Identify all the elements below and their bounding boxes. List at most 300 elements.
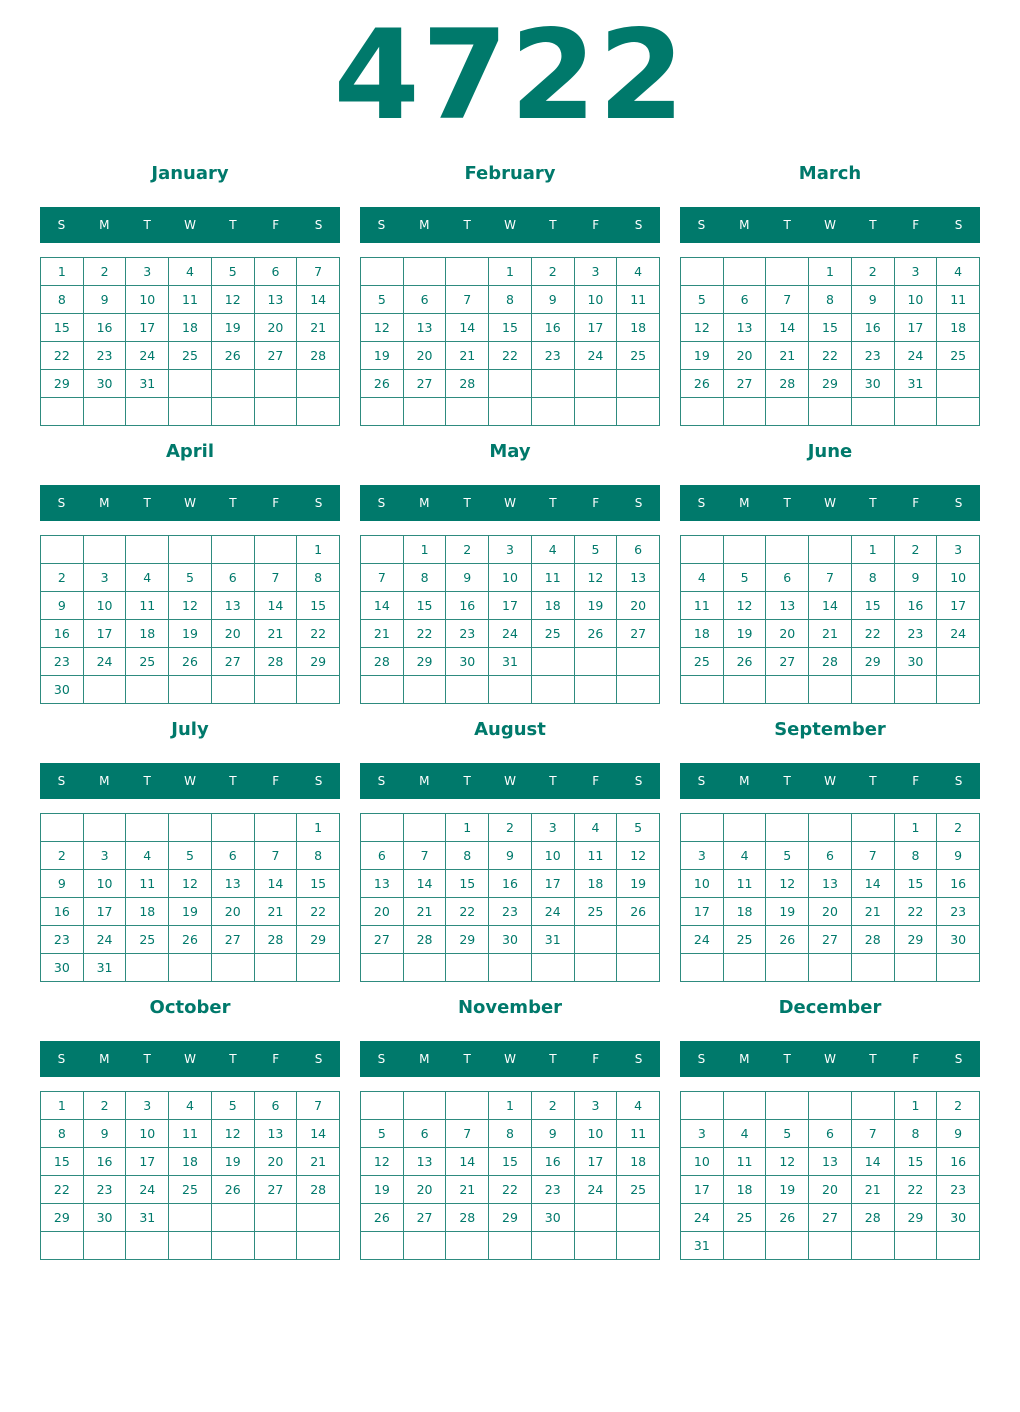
day-cell: 17 xyxy=(84,620,127,648)
weekday-label: S xyxy=(697,1052,706,1066)
day-cell: 2 xyxy=(852,258,895,286)
weekday-label: T xyxy=(229,774,237,788)
day-cell: 27 xyxy=(724,370,767,398)
empty-cell xyxy=(255,536,298,564)
day-cell: 5 xyxy=(575,536,618,564)
day-cell: 26 xyxy=(212,342,255,370)
day-cell: 11 xyxy=(724,1148,767,1176)
day-cell: 22 xyxy=(41,342,84,370)
weekday-label: M xyxy=(739,218,750,232)
day-grid xyxy=(360,1091,660,1260)
day-cell: 14 xyxy=(361,592,404,620)
month-name: October xyxy=(149,997,231,1018)
day-cell: 9 xyxy=(852,286,895,314)
weekday-label: W xyxy=(504,1052,516,1066)
day-cell: 15 xyxy=(297,870,340,898)
day-cell: 12 xyxy=(169,592,212,620)
day-cell: 23 xyxy=(84,1176,127,1204)
day-cell: 15 xyxy=(446,870,489,898)
day-cell: 6 xyxy=(404,286,447,314)
weekday-label: S xyxy=(634,1052,643,1066)
empty-cell xyxy=(532,370,575,398)
month-name: January xyxy=(151,163,229,184)
weekday-label: F xyxy=(272,496,280,510)
empty-cell xyxy=(724,1232,767,1260)
weekday-label: W xyxy=(824,774,836,788)
weekday-header xyxy=(680,207,980,243)
empty-cell xyxy=(681,954,724,982)
weekday-header xyxy=(680,1041,980,1077)
day-cell: 10 xyxy=(681,1148,724,1176)
day-cell: 19 xyxy=(766,1176,809,1204)
empty-cell xyxy=(809,398,852,426)
day-cell: 28 xyxy=(446,1204,489,1232)
weekday-label: F xyxy=(592,496,600,510)
day-cell: 26 xyxy=(617,898,660,926)
weekday-label: M xyxy=(739,774,750,788)
day-cell: 31 xyxy=(489,648,532,676)
empty-cell xyxy=(681,814,724,842)
weekday-header xyxy=(40,763,340,799)
empty-cell xyxy=(84,536,127,564)
day-cell: 21 xyxy=(255,620,298,648)
day-cell: 23 xyxy=(41,648,84,676)
day-cell: 13 xyxy=(809,870,852,898)
day-cell: 21 xyxy=(446,342,489,370)
day-cell: 7 xyxy=(361,564,404,592)
day-cell: 8 xyxy=(895,842,938,870)
day-cell: 2 xyxy=(489,814,532,842)
day-cell: 20 xyxy=(766,620,809,648)
day-cell: 9 xyxy=(532,1120,575,1148)
day-cell: 20 xyxy=(255,1148,298,1176)
empty-cell xyxy=(84,1232,127,1260)
day-cell: 15 xyxy=(41,1148,84,1176)
weekday-header xyxy=(680,485,980,521)
day-cell: 12 xyxy=(575,564,618,592)
day-cell: 3 xyxy=(575,258,618,286)
day-cell: 26 xyxy=(212,1176,255,1204)
empty-cell xyxy=(361,676,404,704)
day-cell: 16 xyxy=(532,314,575,342)
day-cell: 4 xyxy=(126,564,169,592)
day-cell: 2 xyxy=(446,536,489,564)
day-cell: 19 xyxy=(169,620,212,648)
empty-cell xyxy=(212,954,255,982)
day-cell: 23 xyxy=(852,342,895,370)
empty-cell xyxy=(404,1232,447,1260)
day-cell: 4 xyxy=(126,842,169,870)
day-cell: 16 xyxy=(937,870,980,898)
day-cell: 19 xyxy=(766,898,809,926)
day-cell: 5 xyxy=(766,842,809,870)
weekday-label: M xyxy=(739,1052,750,1066)
day-cell: 27 xyxy=(809,1204,852,1232)
day-cell: 8 xyxy=(852,564,895,592)
day-cell: 24 xyxy=(84,926,127,954)
day-cell: 6 xyxy=(361,842,404,870)
day-cell: 21 xyxy=(852,1176,895,1204)
empty-cell xyxy=(895,676,938,704)
empty-cell xyxy=(937,648,980,676)
day-cell: 1 xyxy=(404,536,447,564)
empty-cell xyxy=(937,1232,980,1260)
day-cell: 10 xyxy=(126,1120,169,1148)
day-cell: 3 xyxy=(937,536,980,564)
empty-cell xyxy=(169,814,212,842)
day-cell: 9 xyxy=(937,1120,980,1148)
day-grid xyxy=(360,257,660,426)
day-cell: 23 xyxy=(532,1176,575,1204)
weekday-label: F xyxy=(912,1052,920,1066)
day-cell: 4 xyxy=(937,258,980,286)
empty-cell xyxy=(404,398,447,426)
day-cell: 9 xyxy=(489,842,532,870)
day-cell: 24 xyxy=(532,898,575,926)
day-cell: 21 xyxy=(297,1148,340,1176)
day-cell: 15 xyxy=(404,592,447,620)
day-cell: 3 xyxy=(126,1092,169,1120)
empty-cell xyxy=(126,676,169,704)
day-cell: 4 xyxy=(532,536,575,564)
day-cell: 20 xyxy=(212,620,255,648)
day-cell: 4 xyxy=(575,814,618,842)
day-cell: 20 xyxy=(404,342,447,370)
empty-cell xyxy=(361,814,404,842)
day-cell: 29 xyxy=(446,926,489,954)
day-cell: 11 xyxy=(617,286,660,314)
day-cell: 11 xyxy=(532,564,575,592)
empty-cell xyxy=(169,954,212,982)
day-cell: 1 xyxy=(297,814,340,842)
day-cell: 27 xyxy=(212,926,255,954)
day-cell: 2 xyxy=(937,1092,980,1120)
day-cell: 28 xyxy=(766,370,809,398)
day-cell: 4 xyxy=(617,1092,660,1120)
day-cell: 1 xyxy=(489,1092,532,1120)
empty-cell xyxy=(766,398,809,426)
weekday-label: M xyxy=(99,218,110,232)
day-cell: 6 xyxy=(617,536,660,564)
day-cell: 18 xyxy=(617,1148,660,1176)
day-grid xyxy=(360,535,660,704)
empty-cell xyxy=(84,676,127,704)
weekday-label: T xyxy=(143,496,151,510)
weekday-label: T xyxy=(229,496,237,510)
day-cell: 10 xyxy=(532,842,575,870)
empty-cell xyxy=(404,814,447,842)
day-cell: 21 xyxy=(852,898,895,926)
weekday-label: M xyxy=(419,218,430,232)
day-cell: 24 xyxy=(681,1204,724,1232)
day-cell: 12 xyxy=(212,1120,255,1148)
day-cell: 29 xyxy=(852,648,895,676)
empty-cell xyxy=(575,370,618,398)
day-cell: 18 xyxy=(617,314,660,342)
weekday-label: T xyxy=(143,1052,151,1066)
weekday-label: W xyxy=(184,1052,196,1066)
day-cell: 16 xyxy=(489,870,532,898)
weekday-label: W xyxy=(504,774,516,788)
weekday-label: T xyxy=(549,1052,557,1066)
month-name: August xyxy=(474,719,546,740)
day-cell: 19 xyxy=(212,314,255,342)
weekday-label: M xyxy=(419,1052,430,1066)
day-cell: 17 xyxy=(126,314,169,342)
day-cell: 6 xyxy=(404,1120,447,1148)
empty-cell xyxy=(489,676,532,704)
day-cell: 11 xyxy=(724,870,767,898)
day-cell: 15 xyxy=(489,314,532,342)
day-cell: 8 xyxy=(297,564,340,592)
day-cell: 21 xyxy=(446,1176,489,1204)
day-cell: 6 xyxy=(212,564,255,592)
month-name: March xyxy=(798,163,862,184)
empty-cell xyxy=(937,398,980,426)
day-cell: 22 xyxy=(852,620,895,648)
day-cell: 5 xyxy=(724,564,767,592)
day-cell: 8 xyxy=(446,842,489,870)
day-cell: 14 xyxy=(446,314,489,342)
day-cell: 20 xyxy=(212,898,255,926)
weekday-label: T xyxy=(549,218,557,232)
day-cell: 14 xyxy=(766,314,809,342)
day-cell: 5 xyxy=(212,258,255,286)
day-cell: 19 xyxy=(575,592,618,620)
day-cell: 18 xyxy=(169,1148,212,1176)
day-cell: 18 xyxy=(724,898,767,926)
empty-cell xyxy=(809,1092,852,1120)
weekday-label: S xyxy=(697,774,706,788)
weekday-header xyxy=(680,763,980,799)
day-cell: 26 xyxy=(724,648,767,676)
day-cell: 5 xyxy=(169,564,212,592)
day-cell: 26 xyxy=(361,370,404,398)
empty-cell xyxy=(575,954,618,982)
day-cell: 9 xyxy=(41,592,84,620)
day-cell: 13 xyxy=(361,870,404,898)
month-name: April xyxy=(165,441,215,462)
empty-cell xyxy=(852,814,895,842)
day-cell: 29 xyxy=(809,370,852,398)
empty-cell xyxy=(489,1232,532,1260)
empty-cell xyxy=(297,954,340,982)
empty-cell xyxy=(852,1232,895,1260)
empty-cell xyxy=(724,398,767,426)
empty-cell xyxy=(84,814,127,842)
day-cell: 20 xyxy=(255,314,298,342)
day-cell: 9 xyxy=(84,286,127,314)
empty-cell xyxy=(724,814,767,842)
day-cell: 22 xyxy=(809,342,852,370)
day-cell: 22 xyxy=(895,1176,938,1204)
day-cell: 7 xyxy=(297,1092,340,1120)
weekday-label: F xyxy=(592,218,600,232)
day-cell: 23 xyxy=(895,620,938,648)
day-cell: 28 xyxy=(255,926,298,954)
empty-cell xyxy=(617,398,660,426)
day-cell: 9 xyxy=(446,564,489,592)
day-cell: 3 xyxy=(532,814,575,842)
empty-cell xyxy=(361,398,404,426)
day-cell: 28 xyxy=(852,1204,895,1232)
day-cell: 12 xyxy=(361,1148,404,1176)
month-name: February xyxy=(464,163,556,184)
day-grid xyxy=(40,1091,340,1260)
day-cell: 22 xyxy=(297,898,340,926)
day-cell: 31 xyxy=(895,370,938,398)
day-cell: 13 xyxy=(404,314,447,342)
empty-cell xyxy=(489,398,532,426)
day-cell: 22 xyxy=(895,898,938,926)
weekday-label: T xyxy=(549,496,557,510)
day-grid xyxy=(40,813,340,982)
weekday-label: T xyxy=(783,774,791,788)
day-cell: 13 xyxy=(255,1120,298,1148)
day-cell: 27 xyxy=(404,370,447,398)
weekday-label: W xyxy=(824,496,836,510)
day-cell: 4 xyxy=(617,258,660,286)
day-cell: 13 xyxy=(724,314,767,342)
day-cell: 13 xyxy=(766,592,809,620)
month-name: June xyxy=(807,441,853,462)
day-cell: 16 xyxy=(84,1148,127,1176)
weekday-label: W xyxy=(184,496,196,510)
weekday-label: T xyxy=(463,1052,471,1066)
day-cell: 20 xyxy=(809,898,852,926)
day-cell: 30 xyxy=(41,676,84,704)
day-cell: 19 xyxy=(361,342,404,370)
empty-cell xyxy=(126,814,169,842)
day-cell: 3 xyxy=(84,842,127,870)
day-cell: 3 xyxy=(126,258,169,286)
day-cell: 7 xyxy=(852,842,895,870)
day-cell: 29 xyxy=(41,370,84,398)
day-cell: 12 xyxy=(724,592,767,620)
day-cell: 2 xyxy=(532,1092,575,1120)
day-cell: 19 xyxy=(212,1148,255,1176)
day-cell: 2 xyxy=(41,842,84,870)
empty-cell xyxy=(255,814,298,842)
empty-cell xyxy=(766,258,809,286)
empty-cell xyxy=(361,258,404,286)
day-cell: 22 xyxy=(489,342,532,370)
empty-cell xyxy=(809,536,852,564)
empty-cell xyxy=(446,398,489,426)
empty-cell xyxy=(297,1204,340,1232)
day-cell: 24 xyxy=(681,926,724,954)
weekday-label: S xyxy=(314,496,323,510)
empty-cell xyxy=(575,676,618,704)
weekday-header xyxy=(360,1041,660,1077)
weekday-label: T xyxy=(783,1052,791,1066)
empty-cell xyxy=(809,1232,852,1260)
weekday-label: T xyxy=(783,496,791,510)
day-cell: 28 xyxy=(852,926,895,954)
weekday-label: S xyxy=(377,218,386,232)
day-cell: 26 xyxy=(361,1204,404,1232)
day-cell: 26 xyxy=(766,926,809,954)
day-cell: 30 xyxy=(937,926,980,954)
day-cell: 23 xyxy=(937,898,980,926)
day-cell: 17 xyxy=(84,898,127,926)
empty-cell xyxy=(169,536,212,564)
day-cell: 28 xyxy=(404,926,447,954)
day-grid xyxy=(680,1091,980,1260)
empty-cell xyxy=(84,398,127,426)
weekday-label: S xyxy=(314,1052,323,1066)
empty-cell xyxy=(361,1092,404,1120)
month-name: July xyxy=(171,719,209,740)
weekday-label: S xyxy=(377,774,386,788)
day-cell: 24 xyxy=(575,1176,618,1204)
empty-cell xyxy=(446,954,489,982)
day-cell: 6 xyxy=(255,258,298,286)
day-cell: 18 xyxy=(126,898,169,926)
weekday-label: T xyxy=(143,774,151,788)
weekday-label: T xyxy=(229,1052,237,1066)
day-cell: 11 xyxy=(681,592,724,620)
day-cell: 2 xyxy=(937,814,980,842)
empty-cell xyxy=(766,536,809,564)
day-cell: 10 xyxy=(84,592,127,620)
day-cell: 27 xyxy=(766,648,809,676)
day-cell: 28 xyxy=(297,1176,340,1204)
day-cell: 27 xyxy=(255,1176,298,1204)
empty-cell xyxy=(681,258,724,286)
weekday-label: S xyxy=(57,774,66,788)
weekday-header xyxy=(40,207,340,243)
weekday-label: T xyxy=(463,218,471,232)
day-cell: 21 xyxy=(766,342,809,370)
day-cell: 5 xyxy=(617,814,660,842)
day-cell: 2 xyxy=(84,258,127,286)
day-cell: 20 xyxy=(724,342,767,370)
day-cell: 29 xyxy=(895,926,938,954)
empty-cell xyxy=(404,258,447,286)
day-cell: 14 xyxy=(446,1148,489,1176)
day-cell: 18 xyxy=(937,314,980,342)
day-cell: 1 xyxy=(41,1092,84,1120)
empty-cell xyxy=(126,1232,169,1260)
day-cell: 3 xyxy=(489,536,532,564)
day-cell: 11 xyxy=(169,1120,212,1148)
empty-cell xyxy=(212,1232,255,1260)
empty-cell xyxy=(297,676,340,704)
day-cell: 29 xyxy=(41,1204,84,1232)
day-cell: 14 xyxy=(255,870,298,898)
day-cell: 10 xyxy=(126,286,169,314)
day-cell: 20 xyxy=(361,898,404,926)
day-cell: 2 xyxy=(41,564,84,592)
day-cell: 16 xyxy=(852,314,895,342)
day-cell: 9 xyxy=(937,842,980,870)
day-cell: 5 xyxy=(681,286,724,314)
day-cell: 4 xyxy=(681,564,724,592)
empty-cell xyxy=(852,954,895,982)
day-cell: 29 xyxy=(404,648,447,676)
day-cell: 1 xyxy=(895,1092,938,1120)
day-cell: 8 xyxy=(41,1120,84,1148)
weekday-label: S xyxy=(954,1052,963,1066)
day-cell: 16 xyxy=(895,592,938,620)
day-cell: 17 xyxy=(575,314,618,342)
day-cell: 22 xyxy=(297,620,340,648)
day-cell: 2 xyxy=(532,258,575,286)
day-cell: 30 xyxy=(489,926,532,954)
day-cell: 10 xyxy=(937,564,980,592)
month-name: November xyxy=(457,997,563,1018)
